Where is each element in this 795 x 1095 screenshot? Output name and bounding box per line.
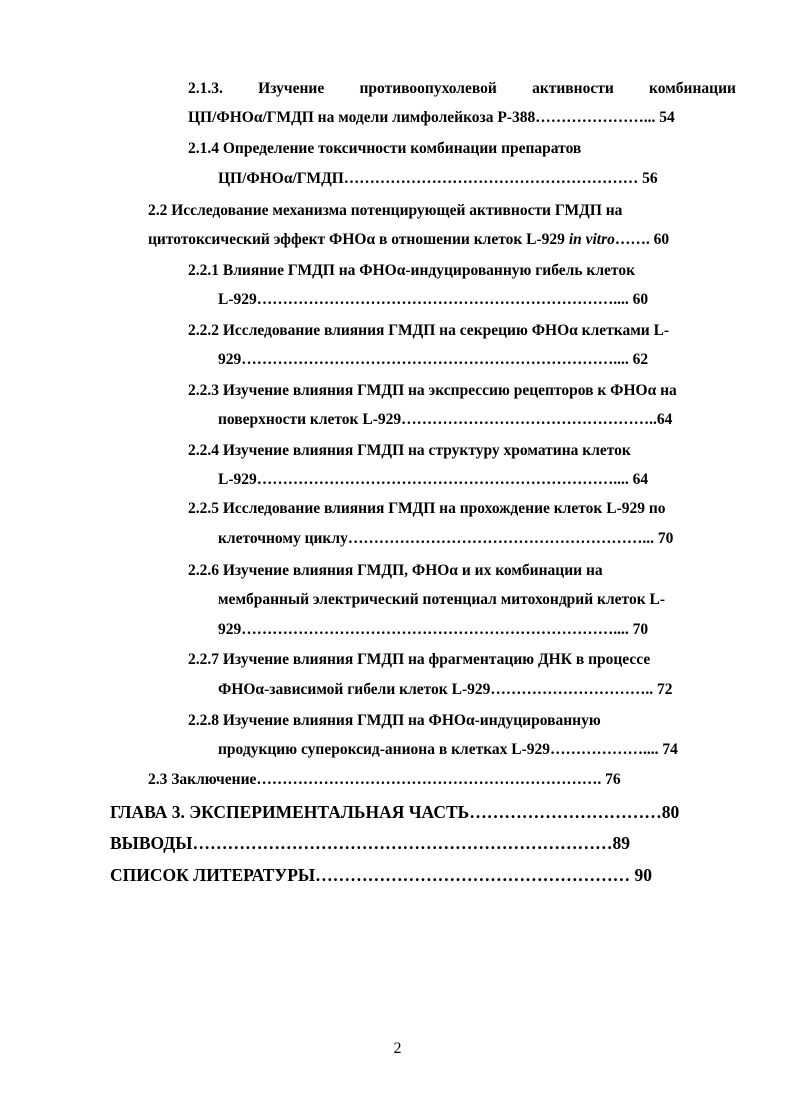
toc-entry-word: противоопухолевой xyxy=(359,80,497,97)
toc-entry-conclusions: ВЫВОДЫ………………………………………………………………89 xyxy=(110,833,630,853)
in-vitro-italic: in vitro xyxy=(568,231,615,248)
toc-entry-2-2-2-line1: 2.2.2 Исследование влияния ГМДП на секрецию ФНОα клетками L- xyxy=(188,322,670,339)
toc-entry-2-2-7-line2: ФНОα-зависимой гибели клеток L-929………………………….. 72 xyxy=(218,681,673,698)
toc-entry-2-2-6-line1: 2.2.6 Изучение влияния ГМДП, ФНОα и их комбинации на xyxy=(188,562,603,579)
toc-entry-2-2-1-line2: L-929…………………………………………………………….... 60 xyxy=(218,291,649,308)
toc-entry-2-1-3-line2: ЦП/ФНОα/ГМДП на модели лимфолейкоза Р-388…………………... 54 xyxy=(188,109,675,126)
toc-entry-2-2-1-line1: 2.2.1 Влияние ГМДП на ФНОα-индуцированную гибель клеток xyxy=(188,262,636,279)
toc-entry-2-2-2-line2: 929……………………………………………………………….... 62 xyxy=(218,351,649,368)
toc-entry-2-2-6-line2: мембранный электрический потенциал митохондрий клеток L- xyxy=(218,591,666,608)
toc-entry-word: Изучение xyxy=(258,80,325,97)
toc-entry-number: 2.1.3. xyxy=(188,80,223,97)
toc-entry-word: активности xyxy=(532,80,614,97)
toc-entry-2-2-8-line1: 2.2.8 Изучение влияния ГМДП на ФНОα-индуцированную xyxy=(188,712,601,729)
toc-entry-references: СПИСОК ЛИТЕРАТУРЫ……………………………………………… 90 xyxy=(110,865,652,885)
toc-entry-2-2-6-line3: 929……………………………………………………………….... 70 xyxy=(218,621,649,638)
toc-entry-2-2-5-line1: 2.2.5 Исследование влияния ГМДП на прохождение клеток L-929 по xyxy=(188,500,666,517)
toc-entry-chapter-3: ГЛАВА 3. ЭКСПЕРИМЕНТАЛЬНАЯ ЧАСТЬ……………………………80 xyxy=(110,802,680,822)
toc-entry-2-1-4-line2: ЦП/ФНОα/ГМДП………………………………………………… 56 xyxy=(218,170,658,187)
toc-entry-2-2-line2: цитотоксический эффект ФНОα в отношении клеток L-929 in vitro……. 60 xyxy=(148,231,670,248)
toc-entry-2-2-4-line2: L-929…………………………………………………………….... 64 xyxy=(218,471,649,488)
toc-entry-2-2-line1: 2.2 Исследование механизма потенцирующей активности ГМДП на xyxy=(148,202,623,219)
toc-entry-word: комбинации xyxy=(649,80,736,97)
toc-entry-2-1-4-line1: 2.1.4 Определение токсичности комбинации препаратов xyxy=(188,140,582,157)
toc-entry-2-2-4-line1: 2.2.4 Изучение влияния ГМДП на структуру хроматина клеток xyxy=(188,442,631,459)
page-number: 2 xyxy=(393,1040,402,1057)
toc-entry-2-3: 2.3 Заключение…………………………………………………………. 76 xyxy=(148,771,621,788)
toc-entry-2-2-3-line1: 2.2.3 Изучение влияния ГМДП на экспрессию рецепторов к ФНОα на xyxy=(188,382,677,399)
toc-entry-2-1-3-line1 xyxy=(188,79,736,99)
toc-entry-2-2-3-line2: поверхности клеток L-929…………………………………………..64 xyxy=(218,411,673,428)
toc-entry-2-2-8-line2: продукцию супероксид-аниона в клетках L-929……………….... 74 xyxy=(218,741,678,758)
toc-entry-2-2-7-line1: 2.2.7 Изучение влияния ГМДП на фрагментацию ДНК в процессе xyxy=(188,651,651,668)
toc-entry-2-2-5-line2: клеточному циклу…………………………………………………... 70 xyxy=(218,530,674,547)
